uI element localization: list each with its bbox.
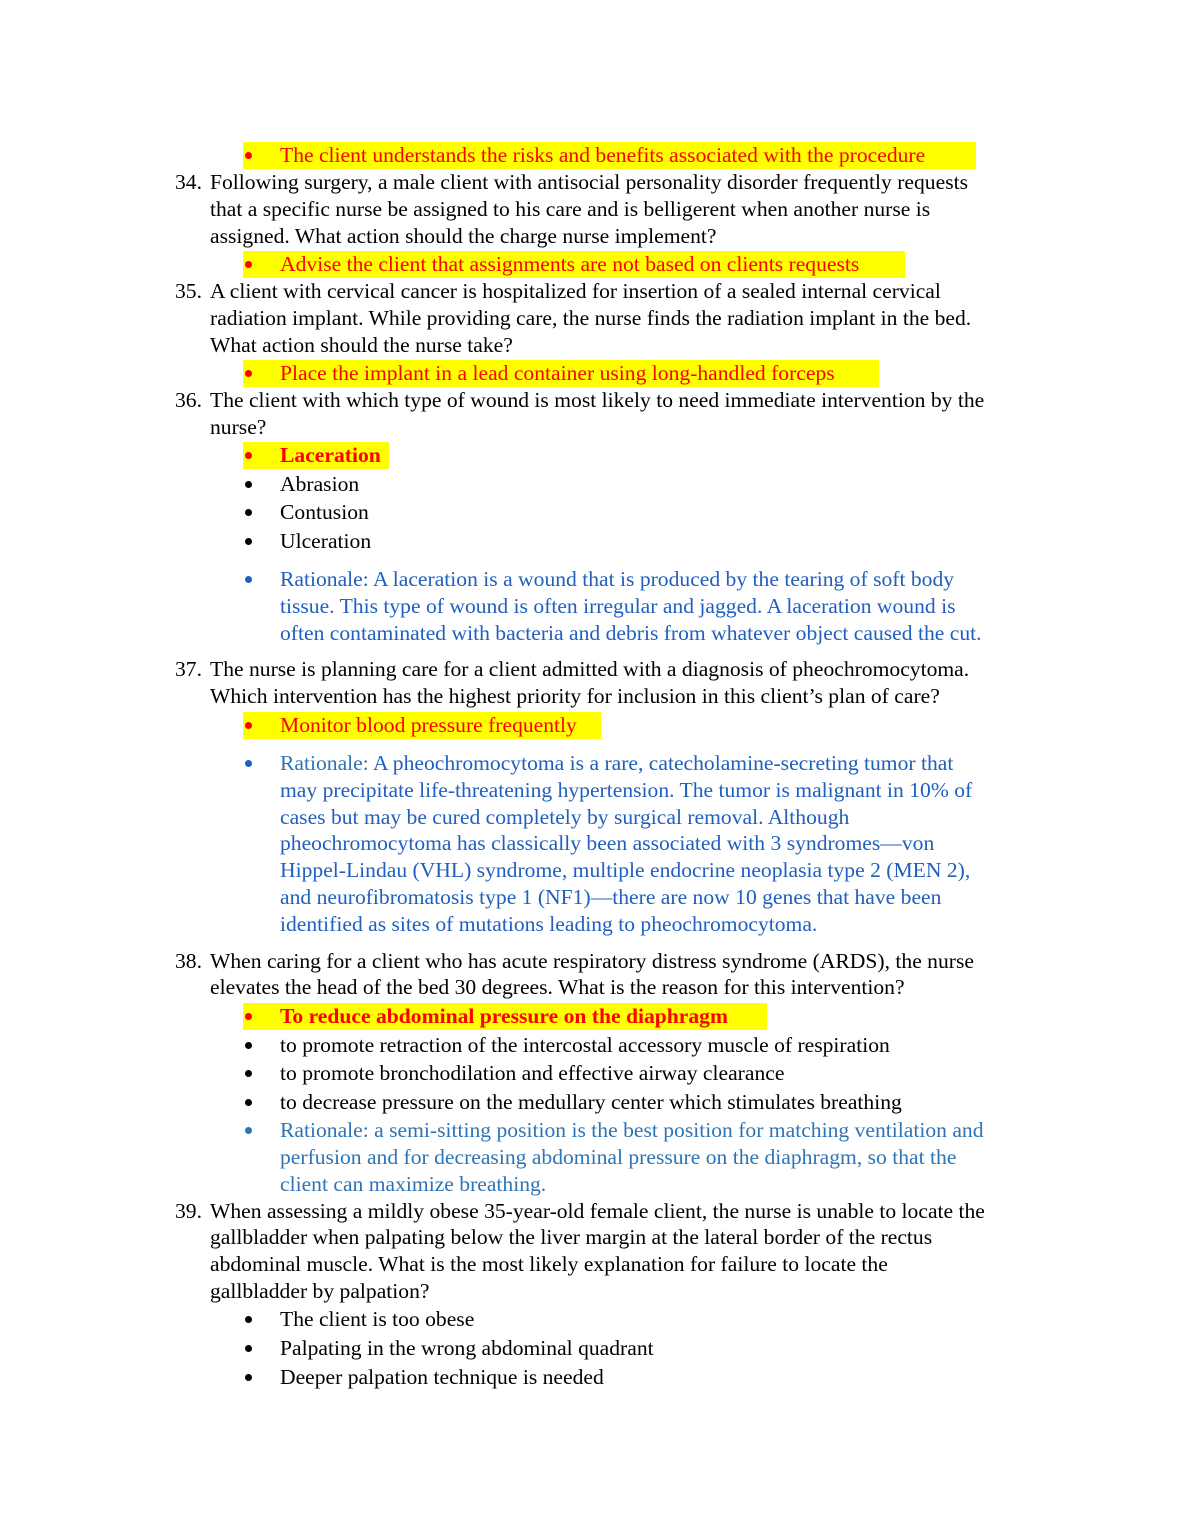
option-text: Abrasion (280, 472, 360, 496)
rationale-line: perfusion and for decreasing abdominal pressure on the diaphragm, so that the (280, 1145, 957, 1169)
rationale-line: and neurofibromatosis type 1 (NF1)—there are now 10 genes that have been (280, 885, 942, 909)
question-line: The client with which type of wound is most likely to need immediate intervention by the (210, 388, 985, 412)
question-line: gallbladder when palpating below the liver margin at the lateral border of the rectus (210, 1225, 933, 1249)
question-number: 37. (175, 657, 202, 681)
rationale-line: identified as sites of mutations leading to pheochromocytoma. (280, 912, 818, 936)
question-number: 34. (175, 170, 202, 194)
bullet-icon (243, 142, 257, 169)
bullet-icon (243, 360, 257, 387)
question-line: that a specific nurse be assigned to his care and is belligerent when another nurse is (210, 197, 931, 221)
bullet-icon (243, 251, 257, 278)
rationale-line: may precipitate life-threatening hypertension. The tumor is malignant in 10% of (280, 778, 973, 802)
option-text: to decrease pressure on the medullary center which stimulates breathing (280, 1090, 902, 1114)
bullet-icon (243, 566, 257, 593)
rationale-line: tissue. This type of wound is often irregular and jagged. A laceration wound is (280, 594, 956, 618)
question-line: The nurse is planning care for a client admitted with a diagnosis of pheochromocytoma. (210, 657, 970, 681)
question-line: nurse? (210, 415, 267, 439)
answer-text: Advise the client that assignments are not based on clients requests (280, 252, 860, 276)
bullet-icon (243, 712, 257, 739)
bullet-icon (243, 1364, 257, 1391)
rationale-line: Hippel-Lindau (VHL) syndrome, multiple endocrine neoplasia type 2 (MEN 2), (280, 858, 971, 882)
bullet-icon (243, 1003, 257, 1030)
question-line: Following surgery, a male client with antisocial personality disorder frequently requests (210, 170, 968, 194)
bullet-icon (243, 750, 257, 777)
question-line: gallbladder by palpation? (210, 1279, 430, 1303)
option-text: Contusion (280, 500, 369, 524)
question-line: What action should the nurse take? (210, 333, 513, 357)
rationale-text: A pheochromocytoma is a rare, catecholamine-secreting tumor that (372, 751, 954, 775)
bullet-icon (243, 1032, 257, 1059)
question-line: When caring for a client who has acute respiratory distress syndrome (ARDS), the nurse (210, 949, 974, 973)
question-line: elevates the head of the bed 30 degrees. What is the reason for this intervention? (210, 975, 905, 999)
rationale-line: pheochromocytoma has classically been associated with 3 syndromes—von (280, 831, 935, 855)
question-number: 35. (175, 279, 202, 303)
bullet-icon (243, 1306, 257, 1333)
bullet-icon (243, 1060, 257, 1087)
rationale-line: cases but may be cured completely by surgical removal. Although (280, 805, 850, 829)
answer-text: The client understands the risks and benefits associated with the procedure (280, 143, 926, 167)
question-number: 36. (175, 388, 202, 412)
bullet-icon (243, 499, 257, 526)
rationale-line (280, 750, 953, 777)
answer-text: Monitor blood pressure frequently (280, 713, 577, 737)
answer-text: Place the implant in a lead container using long-handled forceps (280, 361, 835, 385)
bullet-icon (243, 471, 257, 498)
question-line: radiation implant. While providing care, the nurse finds the radiation implant in the bed. (210, 306, 972, 330)
question-line: Which intervention has the highest priority for inclusion in this client’s plan of care? (210, 684, 940, 708)
question-number: 38. (175, 949, 202, 973)
option-text: The client is too obese (280, 1307, 475, 1331)
rationale-label: Rationale: (280, 751, 369, 775)
rationale-line: often contaminated with bacteria and debris from whatever object caused the cut. (280, 621, 982, 645)
bullet-icon (243, 1089, 257, 1116)
option-text: Palpating in the wrong abdominal quadrant (280, 1336, 654, 1360)
question-line: assigned. What action should the charge nurse implement? (210, 224, 717, 248)
question-number: 39. (175, 1199, 202, 1223)
question-line: A client with cervical cancer is hospitalized for insertion of a sealed internal cervical (210, 279, 941, 303)
question-line: When assessing a mildly obese 35-year-old female client, the nurse is unable to locate the (210, 1199, 985, 1223)
bullet-icon (243, 1335, 257, 1362)
question-line: abdominal muscle. What is the most likely explanation for failure to locate the (210, 1252, 888, 1276)
bullet-icon (243, 1117, 257, 1144)
option-text: to promote bronchodilation and effective airway clearance (280, 1061, 785, 1085)
option-text: Deeper palpation technique is needed (280, 1365, 604, 1389)
rationale-line: Rationale: A laceration is a wound that is produced by the tearing of soft body (280, 567, 955, 591)
answer-text: To reduce abdominal pressure on the diaphragm (280, 1004, 728, 1028)
rationale-line: Rationale: a semi-sitting position is the best position for matching ventilation and (280, 1118, 984, 1142)
bullet-icon (243, 528, 257, 555)
option-text: Ulceration (280, 529, 372, 553)
bullet-icon (243, 442, 257, 469)
answer-text: Laceration (280, 443, 381, 467)
option-text: to promote retraction of the intercostal accessory muscle of respiration (280, 1033, 890, 1057)
rationale-line: client can maximize breathing. (280, 1172, 547, 1196)
